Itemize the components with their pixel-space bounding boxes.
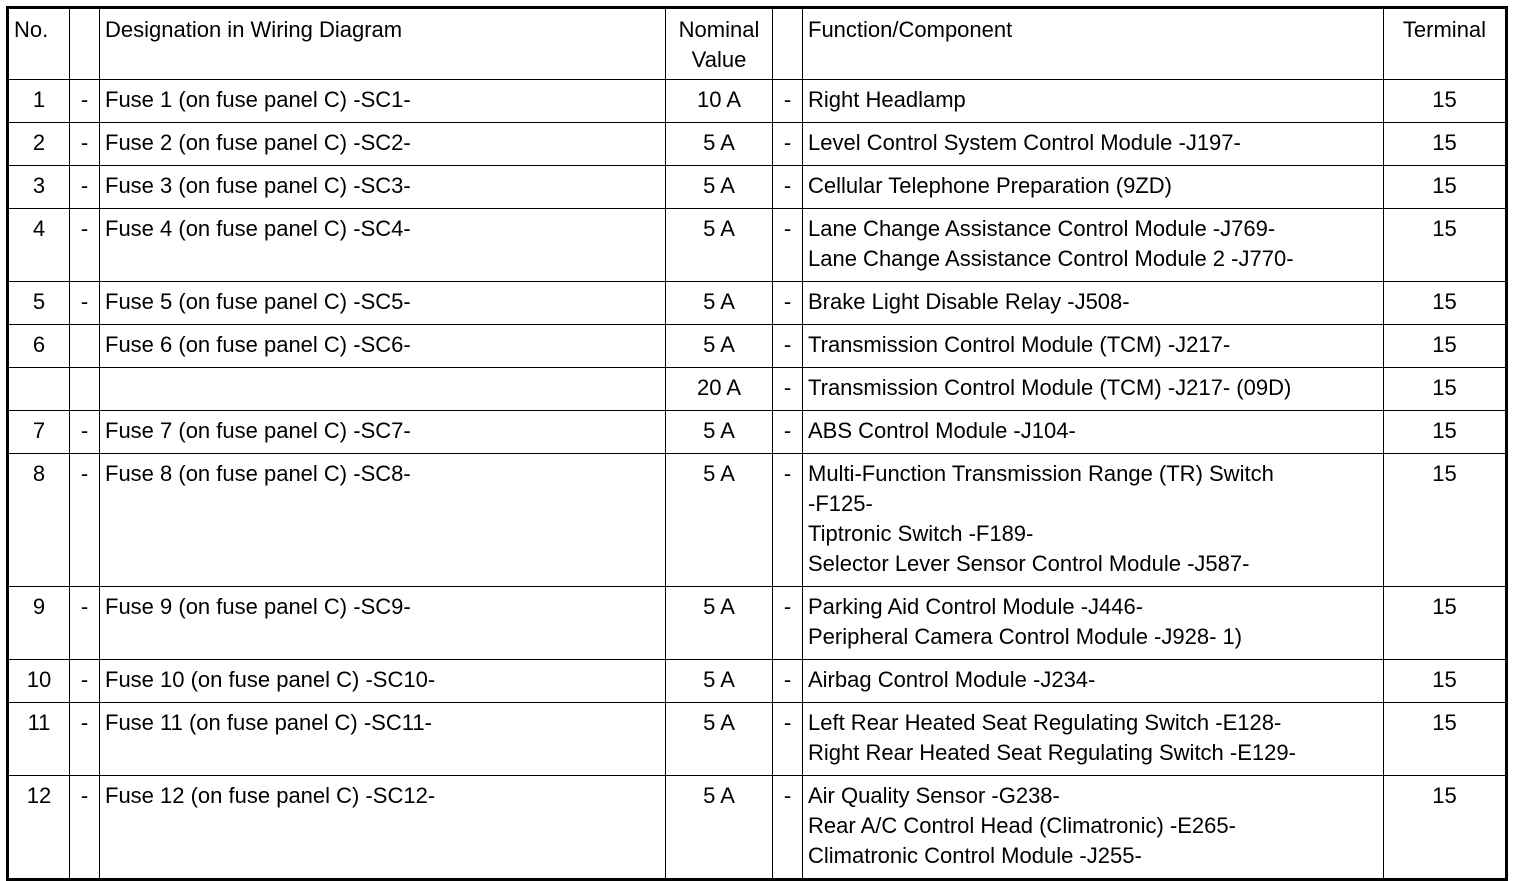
cell-no: 11 — [8, 703, 70, 776]
cell-dash: - — [773, 587, 803, 660]
cell-nominal-value: 5 A — [666, 282, 773, 325]
table-row — [8, 123, 1507, 166]
cell-terminal: 15 — [1384, 282, 1507, 325]
function-line: Rear A/C Control Head (Climatronic) -E265- — [808, 813, 1236, 838]
cell-nominal-value: 5 A — [666, 703, 773, 776]
cell-function-component — [803, 123, 1384, 166]
table-row — [8, 454, 1507, 587]
cell-no: 9 — [8, 587, 70, 660]
cell-terminal: 15 — [1384, 123, 1507, 166]
header-dash — [773, 8, 803, 80]
function-line: Left Rear Heated Seat Regulating Switch -E128- — [808, 710, 1282, 735]
cell-dash — [70, 325, 100, 368]
function-line: Transmission Control Module (TCM) -J217- (09D) — [808, 375, 1292, 400]
cell-dash: - — [70, 282, 100, 325]
cell-designation — [100, 368, 666, 411]
table-row — [8, 282, 1507, 325]
cell-dash: - — [70, 80, 100, 123]
cell-designation: Fuse 3 (on fuse panel C) -SC3- — [100, 166, 666, 209]
table-row — [8, 776, 1507, 880]
cell-dash: - — [773, 368, 803, 411]
cell-nominal-value: 5 A — [666, 325, 773, 368]
cell-nominal-value: 5 A — [666, 587, 773, 660]
cell-no: 7 — [8, 411, 70, 454]
cell-designation: Fuse 11 (on fuse panel C) -SC11- — [100, 703, 666, 776]
table-row — [8, 660, 1507, 703]
cell-terminal: 15 — [1384, 660, 1507, 703]
cell-function-component — [803, 454, 1384, 587]
table-header — [8, 8, 1507, 80]
function-line: Cellular Telephone Preparation (9ZD) — [808, 173, 1173, 198]
cell-terminal: 15 — [1384, 166, 1507, 209]
table-row — [8, 703, 1507, 776]
cell-nominal-value: 20 A — [666, 368, 773, 411]
cell-no — [8, 368, 70, 411]
cell-dash: - — [773, 209, 803, 282]
header-nominal-value — [666, 8, 773, 80]
fuse-table — [6, 6, 1508, 881]
function-line: Airbag Control Module -J234- — [808, 667, 1096, 692]
header-nominal-line: Nominal — [678, 17, 760, 42]
cell-terminal: 15 — [1384, 325, 1507, 368]
cell-dash: - — [773, 80, 803, 123]
table-row — [8, 166, 1507, 209]
cell-function-component — [803, 587, 1384, 660]
cell-designation: Fuse 6 (on fuse panel C) -SC6- — [100, 325, 666, 368]
cell-dash: - — [773, 454, 803, 587]
function-line: Tiptronic Switch -F189- — [808, 521, 1034, 546]
table-row — [8, 368, 1507, 411]
cell-dash: - — [70, 587, 100, 660]
cell-designation: Fuse 2 (on fuse panel C) -SC2- — [100, 123, 666, 166]
cell-function-component — [803, 80, 1384, 123]
function-line: Selector Lever Sensor Control Module -J587- — [808, 551, 1250, 576]
cell-function-component — [803, 282, 1384, 325]
function-line: Climatronic Control Module -J255- — [808, 843, 1142, 868]
header-value-line: Value — [691, 47, 747, 72]
cell-designation: Fuse 8 (on fuse panel C) -SC8- — [100, 454, 666, 587]
cell-no: 1 — [8, 80, 70, 123]
cell-dash: - — [773, 282, 803, 325]
cell-nominal-value: 5 A — [666, 776, 773, 880]
table-row — [8, 411, 1507, 454]
cell-terminal: 15 — [1384, 368, 1507, 411]
cell-function-component — [803, 166, 1384, 209]
cell-function-component — [803, 368, 1384, 411]
cell-dash: - — [773, 776, 803, 880]
cell-no: 5 — [8, 282, 70, 325]
table-row — [8, 587, 1507, 660]
function-line: Lane Change Assistance Control Module -J769- — [808, 216, 1276, 241]
cell-designation: Fuse 4 (on fuse panel C) -SC4- — [100, 209, 666, 282]
cell-dash: - — [773, 123, 803, 166]
cell-nominal-value: 10 A — [666, 80, 773, 123]
function-line: -F125- — [808, 491, 873, 516]
table-body — [8, 80, 1507, 880]
cell-no: 6 — [8, 325, 70, 368]
cell-nominal-value: 5 A — [666, 166, 773, 209]
cell-dash: - — [773, 325, 803, 368]
cell-nominal-value: 5 A — [666, 660, 773, 703]
cell-dash: - — [70, 411, 100, 454]
cell-terminal: 15 — [1384, 587, 1507, 660]
cell-terminal: 15 — [1384, 703, 1507, 776]
function-line: Right Rear Heated Seat Regulating Switch -E129- — [808, 740, 1296, 765]
cell-designation: Fuse 5 (on fuse panel C) -SC5- — [100, 282, 666, 325]
cell-no: 3 — [8, 166, 70, 209]
cell-nominal-value: 5 A — [666, 209, 773, 282]
cell-no: 8 — [8, 454, 70, 587]
cell-dash: - — [70, 703, 100, 776]
table-row — [8, 325, 1507, 368]
cell-dash: - — [70, 454, 100, 587]
function-line: Transmission Control Module (TCM) -J217- — [808, 332, 1231, 357]
cell-terminal: 15 — [1384, 776, 1507, 880]
cell-function-component — [803, 660, 1384, 703]
header-terminal: Terminal — [1384, 8, 1507, 80]
function-line: Right Headlamp — [808, 87, 966, 112]
cell-dash: - — [773, 660, 803, 703]
header-function-component: Function/Component — [803, 8, 1384, 80]
cell-nominal-value: 5 A — [666, 411, 773, 454]
header-row — [8, 8, 1507, 80]
cell-function-component — [803, 703, 1384, 776]
table-row — [8, 80, 1507, 123]
cell-dash: - — [773, 411, 803, 454]
header-dash — [70, 8, 100, 80]
function-line: Parking Aid Control Module -J446- — [808, 594, 1144, 619]
cell-dash: - — [70, 123, 100, 166]
cell-function-component — [803, 325, 1384, 368]
cell-no: 12 — [8, 776, 70, 880]
cell-terminal: 15 — [1384, 411, 1507, 454]
cell-dash — [70, 368, 100, 411]
cell-terminal: 15 — [1384, 80, 1507, 123]
cell-designation: Fuse 9 (on fuse panel C) -SC9- — [100, 587, 666, 660]
function-line: Lane Change Assistance Control Module 2 -J770- — [808, 246, 1294, 271]
cell-designation: Fuse 1 (on fuse panel C) -SC1- — [100, 80, 666, 123]
cell-function-component — [803, 209, 1384, 282]
function-line: Brake Light Disable Relay -J508- — [808, 289, 1130, 314]
cell-function-component — [803, 411, 1384, 454]
cell-function-component — [803, 776, 1384, 880]
cell-designation: Fuse 10 (on fuse panel C) -SC10- — [100, 660, 666, 703]
cell-no: 4 — [8, 209, 70, 282]
cell-terminal: 15 — [1384, 454, 1507, 587]
cell-dash: - — [70, 166, 100, 209]
function-line: Peripheral Camera Control Module -J928- 1) — [808, 624, 1243, 649]
cell-dash: - — [70, 776, 100, 880]
header-designation: Designation in Wiring Diagram — [100, 8, 666, 80]
cell-no: 2 — [8, 123, 70, 166]
cell-dash: - — [70, 209, 100, 282]
cell-designation: Fuse 7 (on fuse panel C) -SC7- — [100, 411, 666, 454]
function-line: Air Quality Sensor -G238- — [808, 783, 1060, 808]
cell-dash: - — [773, 703, 803, 776]
cell-no: 10 — [8, 660, 70, 703]
cell-nominal-value: 5 A — [666, 454, 773, 587]
header-no: No. — [8, 8, 70, 80]
cell-dash: - — [773, 166, 803, 209]
function-line: Multi-Function Transmission Range (TR) Switch — [808, 461, 1274, 486]
function-line: ABS Control Module -J104- — [808, 418, 1076, 443]
table-row — [8, 209, 1507, 282]
cell-designation: Fuse 12 (on fuse panel C) -SC12- — [100, 776, 666, 880]
cell-nominal-value: 5 A — [666, 123, 773, 166]
cell-dash: - — [70, 660, 100, 703]
cell-terminal: 15 — [1384, 209, 1507, 282]
function-line: Level Control System Control Module -J197- — [808, 130, 1241, 155]
